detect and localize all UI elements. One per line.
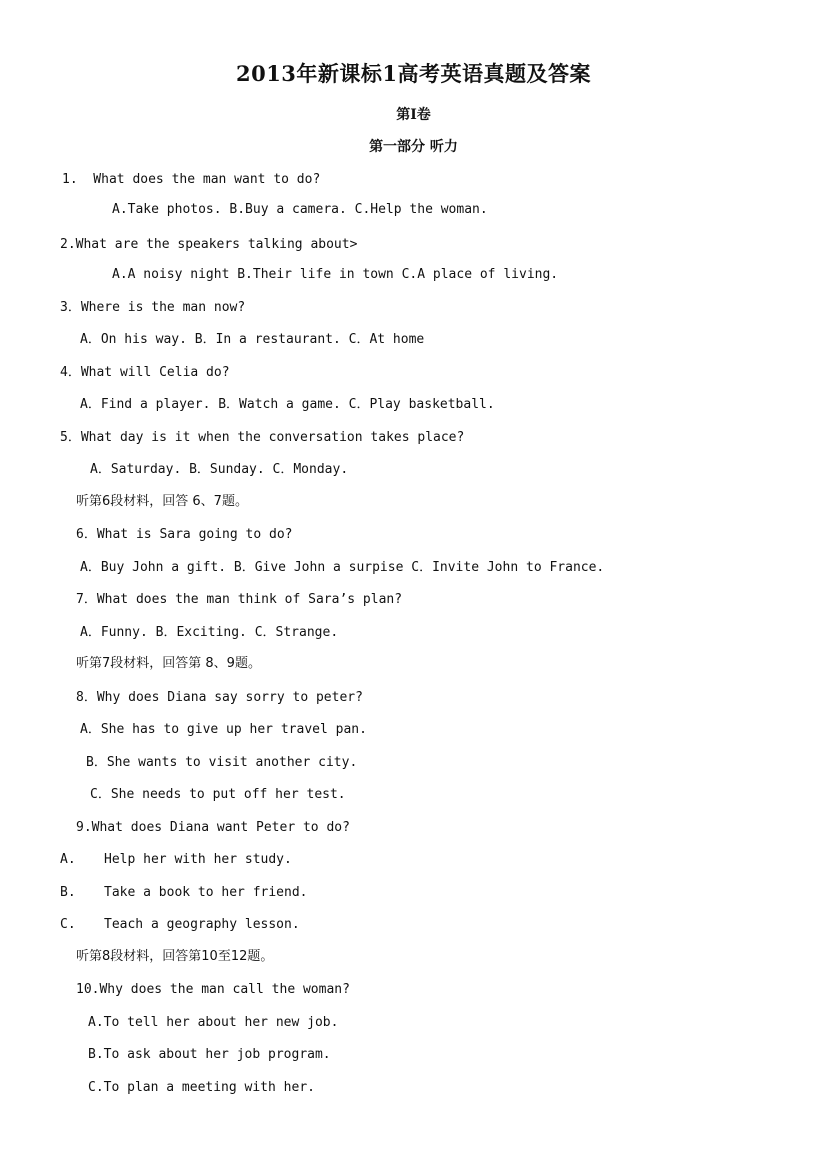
question-9-option-c <box>60 917 300 933</box>
question-8-option-b: B．She wants to visit another city. <box>86 755 358 770</box>
section-instruction-6: 听第6段材料，回答 6、7题。 <box>76 494 248 509</box>
question-4: 4．What will Celia do? <box>60 365 230 380</box>
question-6-options: A．Buy John a gift. B．Give John a surpise C．Invite John to France. <box>80 560 605 575</box>
option-text: Teach a geography lesson. <box>104 917 300 932</box>
question-1: 1. What does the man want to do? <box>62 172 321 187</box>
question-3-options: A．On his way. B．In a restaurant. C．At home <box>80 332 425 347</box>
question-10-option-c: C.To plan a meeting with her. <box>88 1080 315 1095</box>
question-10-option-b: B.To ask about her job program. <box>88 1047 331 1062</box>
question-6: 6．What is Sara going to do? <box>76 527 293 542</box>
volume-heading: 第Ⅰ卷 <box>396 107 431 123</box>
question-4-options: A．Find a player. B．Watch a game. C．Play basketball. <box>80 397 495 412</box>
question-5-options: A．Saturday. B．Sunday. C．Monday. <box>90 462 349 477</box>
option-letter: C. <box>60 917 76 932</box>
question-10-option-a: A.To tell her about her new job. <box>88 1015 339 1030</box>
question-8: 8．Why does Diana say sorry to peter? <box>76 690 363 705</box>
question-8-option-a: A．She has to give up her travel pan. <box>80 722 367 737</box>
question-7: 7．What does the man think of Sara’s plan? <box>76 592 403 607</box>
question-2: 2.What are the speakers talking about> <box>60 237 358 252</box>
option-letter: A. <box>60 852 76 867</box>
question-9-option-a <box>60 852 292 868</box>
question-9: 9.What does Diana want Peter to do? <box>76 820 350 835</box>
question-3: 3．Where is the man now? <box>60 300 246 315</box>
question-9-option-b <box>60 885 308 901</box>
option-letter: B. <box>60 885 76 900</box>
option-text: Take a book to her friend. <box>104 885 308 900</box>
section-heading: 第一部分 听力 <box>369 139 458 155</box>
question-5: 5．What day is it when the conversation takes place? <box>60 430 465 445</box>
question-1-options: A.Take photos. B.Buy a camera. C.Help the woman. <box>112 202 488 217</box>
question-7-options: A．Funny. B．Exciting. C．Strange. <box>80 625 339 640</box>
question-8-option-c: C．She needs to put off her test. <box>90 787 346 802</box>
section-instruction-8: 听第8段材料，回答第10至12题。 <box>76 949 274 964</box>
question-2-options: A.A noisy night B.Their life in town C.A place of living. <box>112 267 559 282</box>
document-title: 2013年新课标1高考英语真题及答案 <box>235 61 592 86</box>
option-text: Help her with her study. <box>104 852 292 867</box>
section-instruction-7: 听第7段材料，回答第 8、9题。 <box>76 656 261 671</box>
question-10: 10.Why does the man call the woman? <box>76 982 350 997</box>
